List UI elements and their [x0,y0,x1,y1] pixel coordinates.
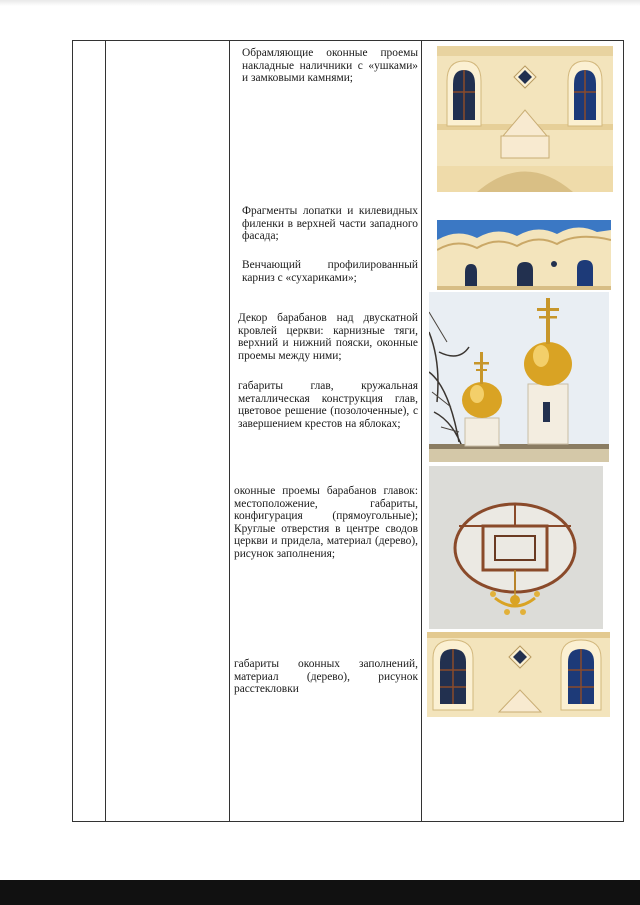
column-divider-2 [229,41,230,821]
photo-pilaster-cornice [437,220,611,290]
photo-domes [429,292,609,462]
text-dome-dimensions: габариты глав, кружальная металлическая конструкция глав, цветовое решение (позолоченные), с завершением крестов на яблоках; [238,380,418,430]
text-drum-windows: оконные проемы барабанов главок: местоположение, габариты, конфигурация (прямоугольные); Круглые отверстия в центре сводов церкви и придела, материал (дерево), рисунок заполнения; [234,485,418,560]
column-divider-3 [421,41,422,821]
text-pilaster-fragments: Фрагменты лопатки и килевидных филенки в верхней части западного фасада; [242,205,418,243]
photo-window-frames [427,632,610,717]
text-window-fillings: габариты оконных заполнений, материал (дерево), рисунок расстекловки [234,658,418,696]
column-divider-1 [105,41,106,821]
scan-top-edge [0,0,640,6]
photo-vault-opening [429,466,603,629]
scan-bottom-edge [0,880,640,905]
text-window-trims: Обрамляющие оконные проемы накладные наличники с «ушками» и замковыми камнями; [242,47,418,85]
text-drum-decor: Декор барабанов над двускатной кровлей церкви: карнизные тяги, верхний и нижний пояски, оконные проемы между ними; [238,312,418,362]
text-crowning-cornice: Венчающий профилированный карниз с «сухариками»; [242,259,418,284]
photo-facade-windows [437,46,613,192]
